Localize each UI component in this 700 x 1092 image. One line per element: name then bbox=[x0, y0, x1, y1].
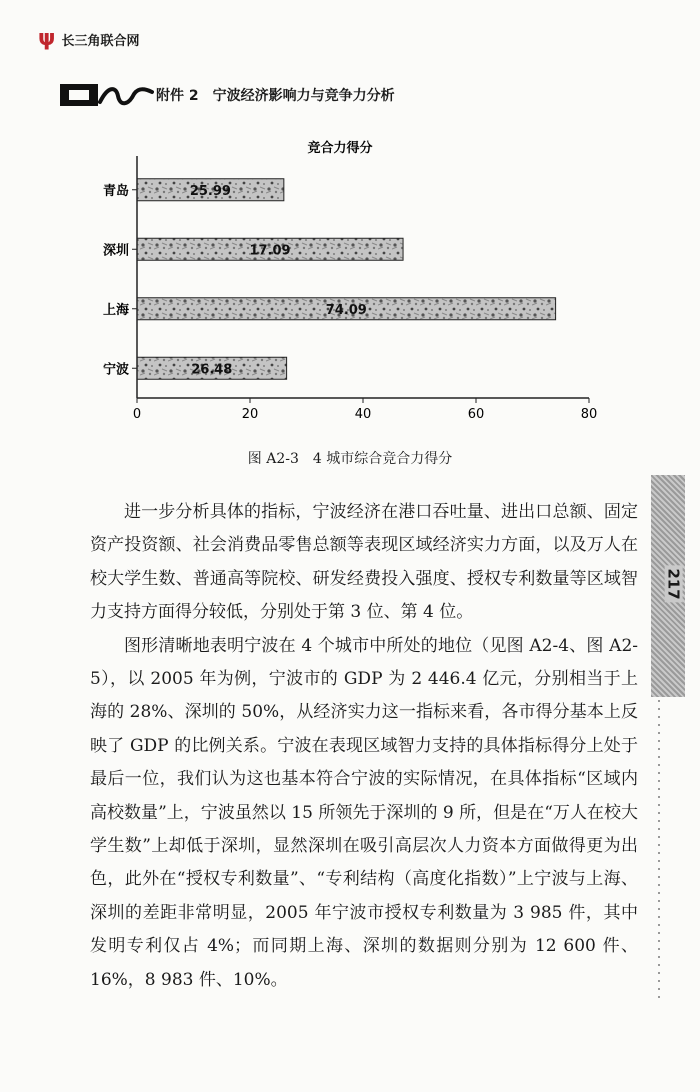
paragraph: 进一步分析具体的指标，宁波经济在港口吞吐量、进出口总额、固定资产投资额、社会消费品零售总额等表现区域经济实力方面，以及万人在校大学生数、普通高等院校、研发经费投入强度、授权专利数量等区域智力支持方面得分较低，分别处于第 3 位、第 4 位。 bbox=[90, 502, 638, 623]
data-label: 17.09 bbox=[249, 243, 291, 259]
x-tick-label: 40 bbox=[354, 407, 372, 422]
paragraph: 图形清晰地表明宁波在 4 个城市中所处的地位（见图 A2-4、图 A2-5），以 2005 年为例，宁波市的 GDP 为 2 446.4 亿元，分别相当于上海的 28%、深圳的 50%，从经济实力这一指标来看，各市得分基本上反映了 GDP 的比例关系。宁波在表现区域智力支持的具体指标得分上处于最后一位，我们认为这也基本符合宁波的实际情况，在具体指标“区域内高校数量”上，宁波虽然以 15 所领先于深圳的 9 所，但是在“万人在校大学生数”上却低于深圳，显然深圳在吸引高层次人力资本方面做得更为出色，此外在“授权专利数量”、“专利结构（高度化指数）”上宁波与上海、深圳的差距非常明显，2005 年宁波市授权专利数量为 3 985 件，其中发明专利仅占 4%；而同期上海、深圳的数据则分别为 12 600 件、16%，8 983 件、10%。 bbox=[90, 635, 638, 990]
appendix-title: 宁波经济影响力与竞争力分析 bbox=[212, 88, 395, 104]
chart-title: 竞合力得分 bbox=[307, 141, 373, 156]
swoosh-icon bbox=[98, 82, 154, 108]
margin-dots bbox=[658, 700, 660, 1000]
x-tick-label: 0 bbox=[132, 407, 142, 422]
category-label: 青岛 bbox=[102, 183, 129, 199]
data-label: 74.09 bbox=[325, 302, 367, 318]
x-tick-label: 80 bbox=[580, 407, 598, 422]
appendix-label: 附件 2 bbox=[156, 88, 199, 104]
logo-mark-icon: ψ bbox=[38, 26, 56, 51]
logo-text: 长三角联合网 bbox=[61, 33, 140, 49]
figure-caption: 图 A2-3 4 城市综合竞合力得分 bbox=[247, 451, 453, 467]
site-logo bbox=[38, 28, 139, 50]
category-label: 宁波 bbox=[102, 362, 129, 378]
section-header bbox=[60, 82, 395, 108]
data-label: 26.48 bbox=[191, 362, 233, 378]
bar-chart bbox=[0, 130, 700, 430]
page-tab bbox=[651, 475, 685, 697]
category-label: 深圳 bbox=[102, 243, 129, 259]
data-label: 25.99 bbox=[189, 183, 231, 199]
section-block-icon bbox=[60, 84, 98, 106]
x-tick-label: 20 bbox=[241, 407, 259, 422]
body-text bbox=[90, 496, 638, 997]
x-tick-label: 60 bbox=[467, 407, 485, 422]
category-label: 上海 bbox=[102, 302, 129, 318]
page-number: 217 bbox=[665, 565, 683, 602]
